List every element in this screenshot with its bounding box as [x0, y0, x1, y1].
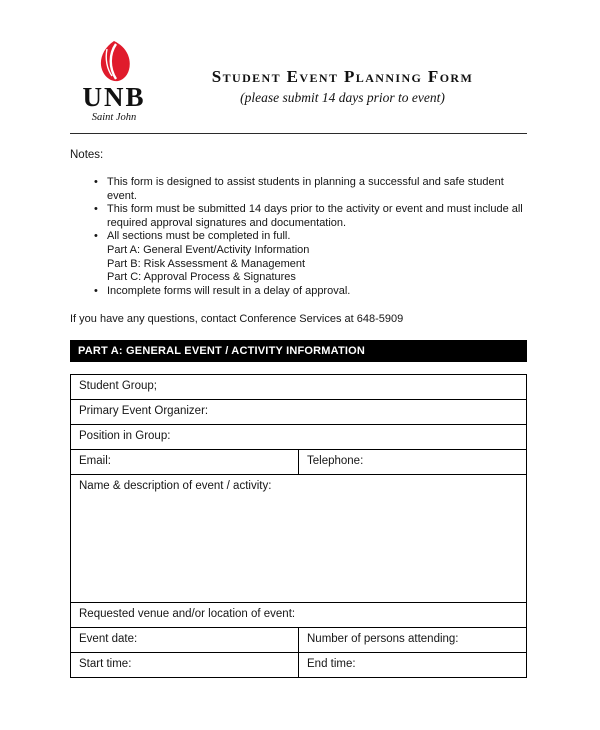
note-bullet-1-text: This form is designed to assist students in planning a successful and safe student event.: [107, 176, 504, 202]
note-bullet-1: [70, 176, 527, 203]
table-row: [71, 653, 527, 678]
note-bullet-3-text: All sections must be completed in full.: [107, 230, 291, 243]
field-persons-attending[interactable]: [299, 628, 527, 653]
field-event-date-label: Event date:: [79, 633, 138, 646]
logo-campus: Saint John: [91, 112, 137, 123]
field-start-time[interactable]: [71, 653, 299, 678]
title-block: [158, 40, 527, 106]
field-primary-organizer-label: Primary Event Organizer:: [79, 405, 209, 418]
unb-flame-icon: [94, 40, 134, 82]
form-title: Student Event Planning Form: [211, 67, 474, 86]
field-persons-attending-label: Number of persons attending:: [307, 633, 459, 646]
field-telephone[interactable]: [299, 450, 527, 475]
field-event-description[interactable]: [71, 475, 527, 603]
table-row: [71, 450, 527, 475]
field-position-in-group[interactable]: [71, 425, 527, 450]
field-student-group-label: Student Group;: [79, 380, 157, 393]
table-row: [71, 603, 527, 628]
field-start-time-label: Start time:: [79, 658, 132, 671]
table-row: [71, 375, 527, 400]
field-telephone-label: Telephone:: [307, 455, 364, 468]
contact-line: If you have any questions, contact Conference Services at 648-5909: [70, 313, 404, 326]
note-sub-item-part-c: Part C: Approval Process & Signatures: [107, 271, 296, 284]
notes-list: [70, 176, 527, 298]
note-bullet-4: [70, 285, 527, 299]
note-sub-item-part-a: Part A: General Event/Activity Information: [107, 243, 310, 256]
notes-label: Notes:: [70, 149, 104, 161]
part-a-table: [70, 374, 527, 678]
note-bullet-2: [70, 203, 527, 230]
page-header: [70, 40, 527, 123]
table-row: [71, 400, 527, 425]
field-position-in-group-label: Position in Group:: [79, 430, 171, 443]
table-row: [71, 425, 527, 450]
note-bullet-4-text: Incomplete forms will result in a delay of approval.: [107, 284, 351, 297]
note-bullet-2-text: This form must be submitted 14 days prior to the activity or event and must include all required approval signatures and documentation.: [107, 203, 523, 229]
field-venue[interactable]: [71, 603, 527, 628]
note-bullet-3: [70, 230, 527, 284]
field-end-time[interactable]: [299, 653, 527, 678]
form-subtitle: (please submit 14 days prior to event): [240, 90, 445, 105]
table-row: [71, 628, 527, 653]
part-a-section-header: PART A: GENERAL EVENT / ACTIVITY INFORMATION: [70, 340, 527, 362]
field-email[interactable]: [71, 450, 299, 475]
field-email-label: Email:: [79, 455, 111, 468]
field-event-date[interactable]: [71, 628, 299, 653]
field-primary-organizer[interactable]: [71, 400, 527, 425]
notes-section: [70, 149, 527, 325]
field-event-description-label: Name & description of event / activity:: [79, 480, 272, 493]
field-venue-label: Requested venue and/or location of event:: [79, 608, 296, 621]
logo-acronym: UNB: [82, 82, 146, 112]
note-sub-item-part-b: Part B: Risk Assessment & Management: [107, 257, 306, 270]
table-row: [71, 475, 527, 603]
field-end-time-label: End time:: [307, 658, 356, 671]
field-student-group[interactable]: [71, 375, 527, 400]
unb-logo: [70, 40, 158, 123]
header-divider: [70, 133, 527, 134]
